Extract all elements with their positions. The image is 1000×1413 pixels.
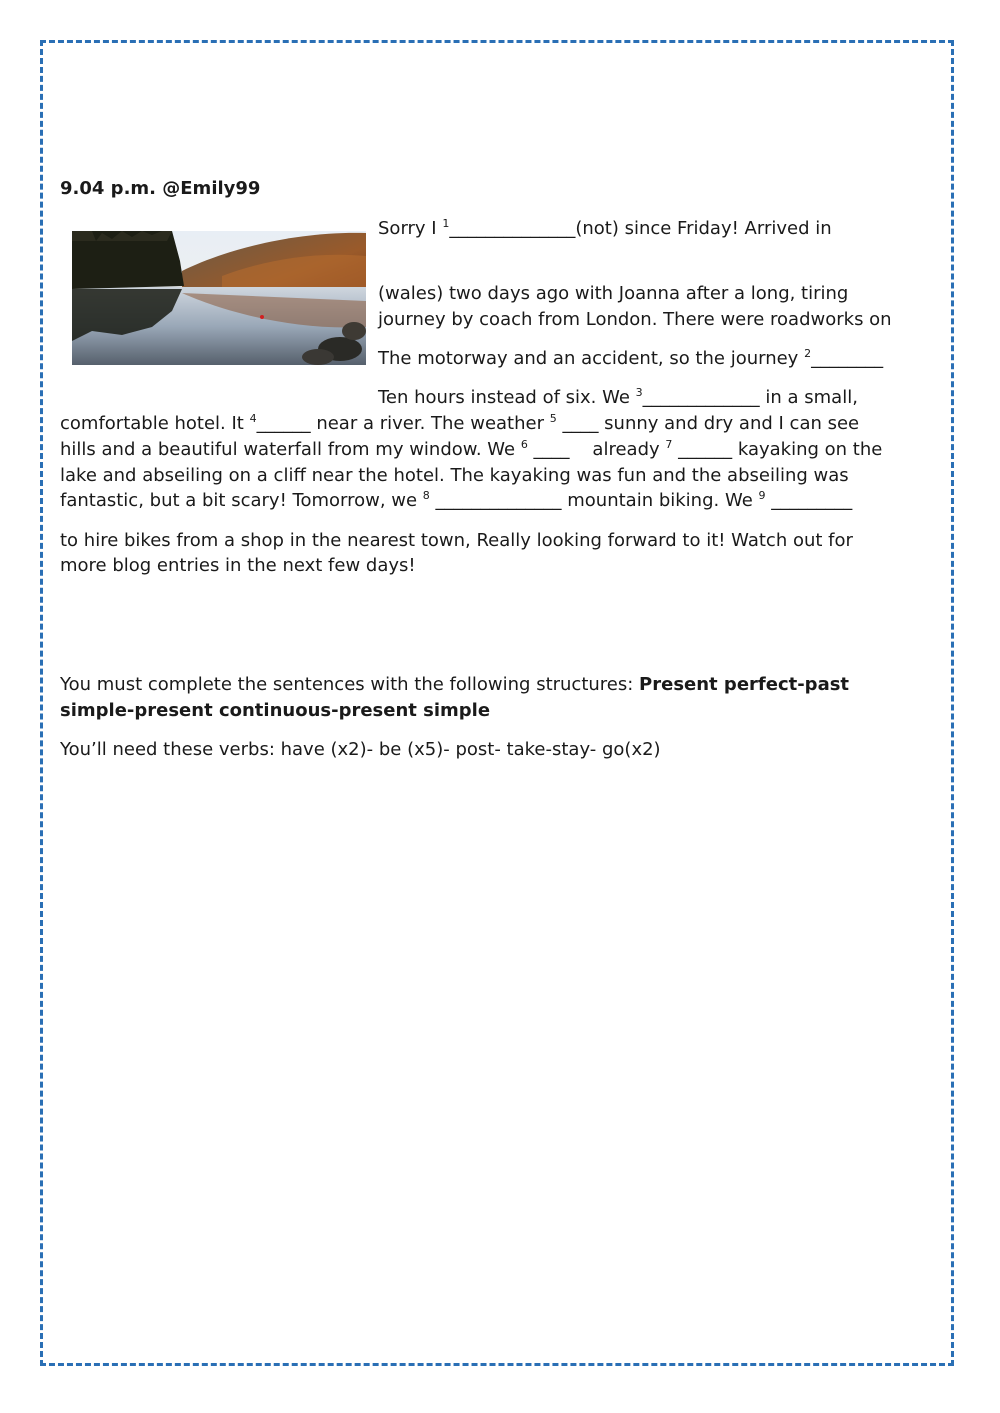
lake-photo xyxy=(72,231,366,365)
blog-line-5: Ten hours instead of six. We $^3$_____________ in a small, xyxy=(378,386,858,408)
blog-line-7: hills and a beautiful waterfall from my window. We $^6$ ____ already $^7$ ______ kayaking on the xyxy=(60,438,883,460)
instructions-line-2: simple-present continuous-present simple xyxy=(60,700,491,721)
blog-line-10: to hire bikes from a shop in the nearest town, Really looking forward to it! Watch out for xyxy=(60,530,853,551)
blog-line-2: (wales) two days ago with Joanna after a long, tiring xyxy=(378,283,849,304)
blog-line-6: comfortable hotel. It $^4$______ near a river. The weather $^5$ ____ sunny and dry and I can see xyxy=(60,412,860,434)
blog-line-4: The motorway and an accident, so the journey $^2$________ xyxy=(378,347,884,369)
blog-heading: 9.04 p.m. @Emily99 xyxy=(60,178,261,199)
blog-line-1: Sorry I $^1$______________(not) since Friday! Arrived in xyxy=(378,217,832,239)
blog-line-8: lake and abseiling on a cliff near the hotel. The kayaking was fun and the abseiling was xyxy=(60,465,849,486)
blog-line-11: more blog entries in the next few days! xyxy=(60,555,416,576)
instructions-line-1: You must complete the sentences with the following structures: Present perfect-past xyxy=(60,674,850,695)
blog-line-9: fantastic, but a bit scary! Tomorrow, we $^8$ ______________ mountain biking. We $^9$ _________ xyxy=(60,489,853,511)
verbs-list: You’ll need these verbs: have (x2)- be (x5)- post- take-stay- go(x2) xyxy=(60,739,661,760)
blog-line-3: journey by coach from London. There were roadworks on xyxy=(378,309,892,330)
